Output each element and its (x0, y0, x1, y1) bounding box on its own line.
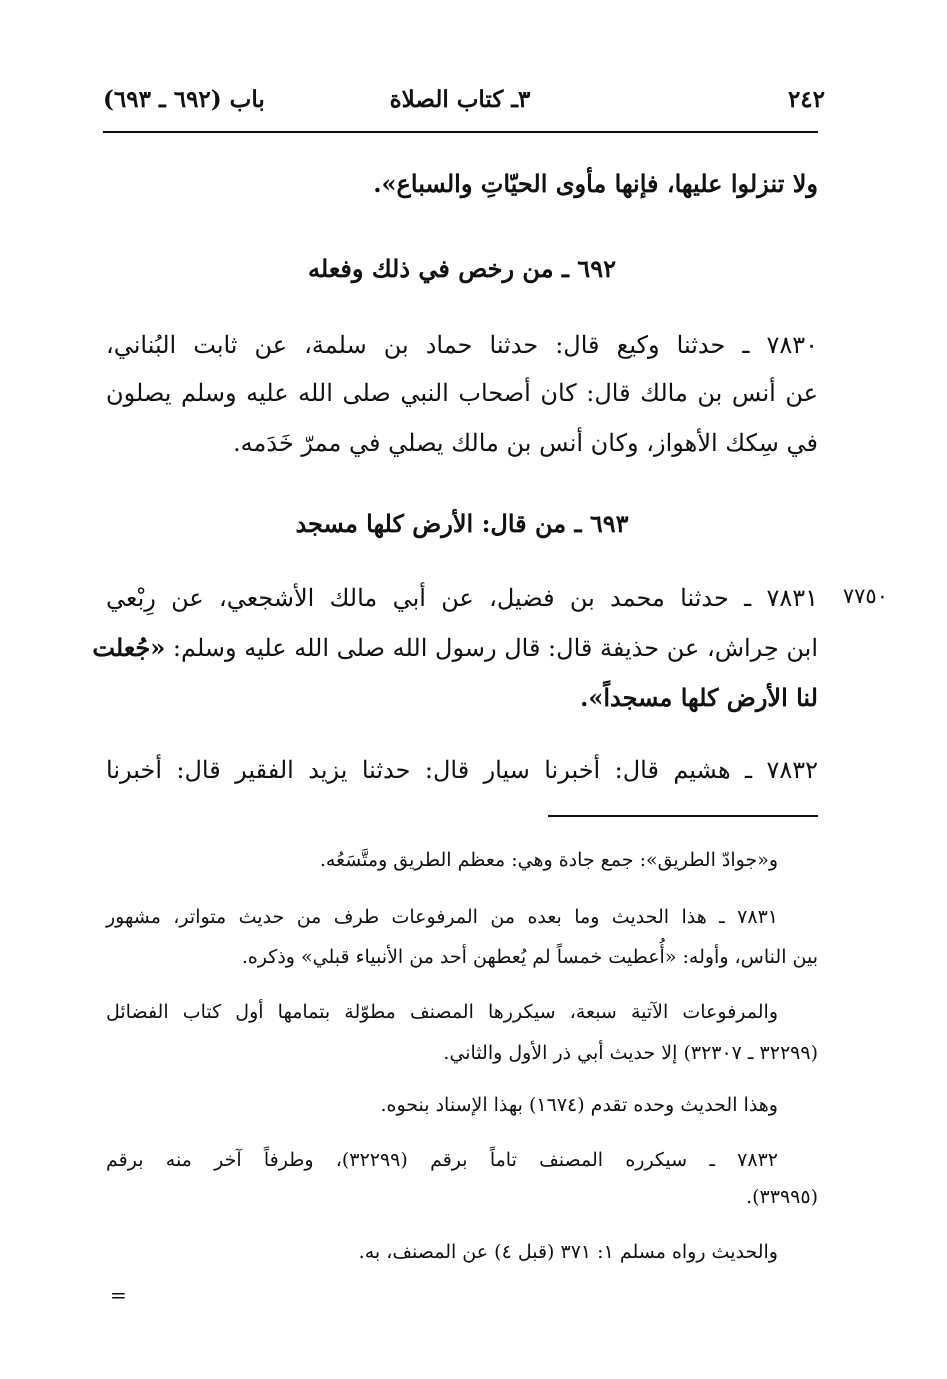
text-line: لنا الأرض كلها مسجداً». (579, 683, 818, 712)
header-rule (103, 131, 818, 133)
chapter-heading-692: ٦٩٢ ـ من رخص في ذلك وفعله (308, 254, 616, 283)
footnote-line: والحديث رواه مسلم ١: ٣٧١ (قبل ٤) عن المصنف، به. (358, 1241, 778, 1263)
text-line: ٧٨٣٠ ـ حدثنا وكيع قال: حدثنا حماد بن سلمة، عن ثابت البُناني، (106, 331, 818, 359)
footnote-line: (٣٢٢٩٩ ـ ٣٢٣٠٧) إلا حديث أبي ذر الأول والثاني. (443, 1042, 818, 1064)
footnote-line: ٧٨٣٢ ـ سيكرره المصنف تاماً برقم (٣٢٢٩٩)، وطرفاً آخر منه برقم (106, 1149, 778, 1171)
book-title: ٣ـ كتاب الصلاة (389, 86, 531, 113)
page-number: ٢٤٢ (787, 86, 825, 113)
footnote-line: والمرفوعات الآتية سبعة، سيكررها المصنف مطوّلة بتمامها أول كتاب الفضائل (106, 1001, 778, 1023)
footnote-rule (548, 815, 818, 817)
quoted-hadith-start: «جُعلت (92, 633, 166, 662)
footnote-line: ٧٨٣١ ـ هذا الحديث وما بعده من المرفوعات طرف من حديث متواتر، مشهور (106, 906, 778, 928)
text-line (92, 630, 818, 666)
footnote-line: و«جوادّ الطريق»: جمع جادة وهي: معظم الطريق ومتَّسَعُه. (319, 849, 778, 871)
text-line: ولا تنزلوا عليها، فإنها مأوى الحيّاتِ والسباع». (373, 169, 818, 198)
footnote-line: (٣٣٩٩٥). (746, 1186, 818, 1208)
text-segment: ابن حِراش، عن حذيفة قال: قال رسول الله صلى الله عليه وسلم: (165, 634, 818, 662)
chapter-heading-693: ٦٩٣ ـ من قال: الأرض كلها مسجد (295, 509, 629, 538)
footnote-line: وهذا الحديث وحده تقدم (١٦٧٤) بهذا الإسناد بنحوه. (380, 1094, 778, 1116)
continuation-mark: = (110, 1283, 127, 1307)
text-line: ٧٨٣٢ ـ هشيم قال: أخبرنا سيار قال: حدثنا يزيد الفقير قال: أخبرنا (106, 756, 818, 784)
footnote-line: بين الناس، وأوله: «أُعطيت خمساً لم يُعطهن أحد من الأنبياء قبلي» وذكره. (241, 946, 818, 968)
margin-number: ٧٧٥٠ (842, 584, 888, 608)
text-line: في سِكك الأهواز، وكان أنس بن مالك يصلي في ممرّ خَدَمه. (233, 429, 818, 457)
text-line: عن أنس بن مالك قال: كان أصحاب النبي صلى الله عليه وسلم يصلون (106, 379, 818, 407)
chapter-range: باب (٦٩٢ ـ ٦٩٣) (103, 86, 265, 113)
text-line: ٧٨٣١ ـ حدثنا محمد بن فضيل، عن أبي مالك الأشجعي، عن رِبْعي (106, 584, 818, 612)
